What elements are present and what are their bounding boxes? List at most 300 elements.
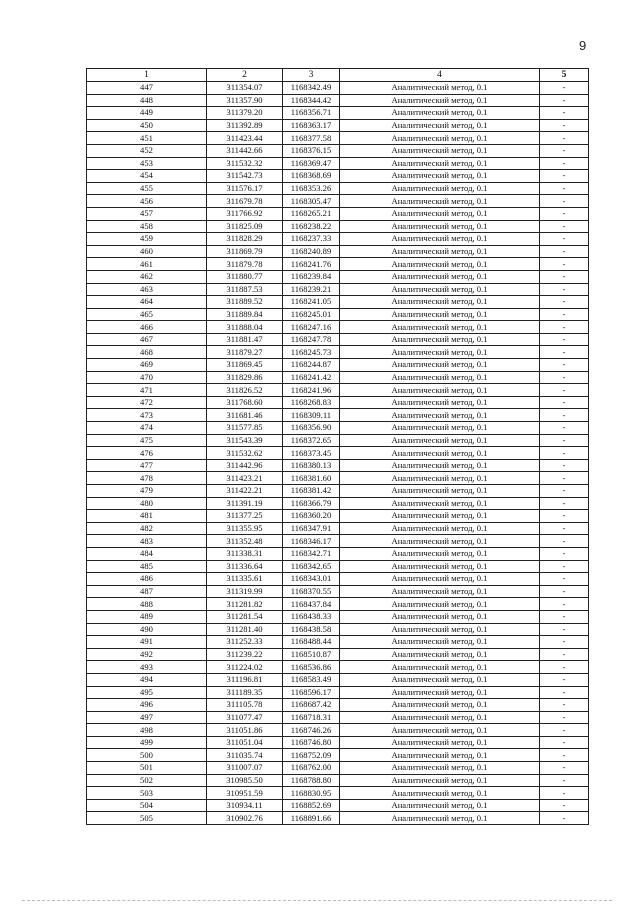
cell-y-coordinate: 1168347.91 [283, 522, 340, 535]
cell-description: - [540, 459, 589, 472]
cell-x-coordinate: 311879.78 [207, 258, 283, 271]
cell-method: Аналитический метод, 0.1 [340, 573, 540, 586]
coordinates-table [86, 68, 589, 825]
cell-method: Аналитический метод, 0.1 [340, 245, 540, 258]
cell-description: - [540, 384, 589, 397]
cell-x-coordinate: 310985.50 [207, 774, 283, 787]
table-row [87, 359, 589, 372]
cell-description: - [540, 585, 589, 598]
cell-description: - [540, 636, 589, 649]
table-row [87, 585, 589, 598]
cell-y-coordinate: 1168342.49 [283, 82, 340, 95]
cell-description: - [540, 107, 589, 120]
cell-x-coordinate: 311077.47 [207, 711, 283, 724]
cell-method: Аналитический метод, 0.1 [340, 119, 540, 132]
cell-method: Аналитический метод, 0.1 [340, 636, 540, 649]
cell-description: - [540, 195, 589, 208]
cell-method: Аналитический метод, 0.1 [340, 270, 540, 283]
cell-point-number: 475 [87, 434, 207, 447]
cell-y-coordinate: 1168376.15 [283, 144, 340, 157]
cell-y-coordinate: 1168240.89 [283, 245, 340, 258]
cell-point-number: 478 [87, 472, 207, 485]
cell-method: Аналитический метод, 0.1 [340, 359, 540, 372]
cell-point-number: 452 [87, 144, 207, 157]
cell-y-coordinate: 1168891.66 [283, 812, 340, 825]
table-row [87, 107, 589, 120]
cell-y-coordinate: 1168583.49 [283, 673, 340, 686]
cell-point-number: 500 [87, 749, 207, 762]
header-y-coordinate: 3 [283, 69, 340, 82]
cell-x-coordinate: 311354.07 [207, 82, 283, 95]
cell-x-coordinate: 310934.11 [207, 799, 283, 812]
cell-y-coordinate: 1168346.17 [283, 535, 340, 548]
cell-x-coordinate: 311679.78 [207, 195, 283, 208]
table-row [87, 762, 589, 775]
header-method: 4 [340, 69, 540, 82]
table-row [87, 749, 589, 762]
table-row [87, 799, 589, 812]
cell-description: - [540, 560, 589, 573]
cell-y-coordinate: 1168360.20 [283, 510, 340, 523]
cell-point-number: 503 [87, 787, 207, 800]
cell-y-coordinate: 1168245.01 [283, 308, 340, 321]
cell-x-coordinate: 311239.22 [207, 648, 283, 661]
cell-method: Аналитический метод, 0.1 [340, 220, 540, 233]
cell-y-coordinate: 1168437.84 [283, 598, 340, 611]
table-row [87, 598, 589, 611]
cell-y-coordinate: 1168373.45 [283, 447, 340, 460]
cell-x-coordinate: 311379.20 [207, 107, 283, 120]
cell-description: - [540, 799, 589, 812]
table-row [87, 409, 589, 422]
cell-description: - [540, 573, 589, 586]
cell-y-coordinate: 1168372.65 [283, 434, 340, 447]
cell-x-coordinate: 311392.89 [207, 119, 283, 132]
cell-y-coordinate: 1168344.42 [283, 94, 340, 107]
cell-x-coordinate: 311442.96 [207, 459, 283, 472]
cell-x-coordinate: 311357.90 [207, 94, 283, 107]
cell-description: - [540, 522, 589, 535]
cell-x-coordinate: 311105.78 [207, 699, 283, 712]
cell-x-coordinate: 311577.85 [207, 422, 283, 435]
cell-description: - [540, 749, 589, 762]
cell-description: - [540, 434, 589, 447]
cell-x-coordinate: 311281.40 [207, 623, 283, 636]
cell-method: Аналитический метод, 0.1 [340, 396, 540, 409]
cell-description: - [540, 673, 589, 686]
cell-x-coordinate: 311880.77 [207, 270, 283, 283]
cell-y-coordinate: 1168369.47 [283, 157, 340, 170]
cell-method: Аналитический метод, 0.1 [340, 233, 540, 246]
table-row [87, 144, 589, 157]
cell-method: Аналитический метод, 0.1 [340, 535, 540, 548]
cell-point-number: 473 [87, 409, 207, 422]
cell-y-coordinate: 1168752.09 [283, 749, 340, 762]
cell-point-number: 447 [87, 82, 207, 95]
cell-x-coordinate: 311422.21 [207, 485, 283, 498]
cell-description: - [540, 132, 589, 145]
table-row [87, 207, 589, 220]
table-row [87, 296, 589, 309]
cell-method: Аналитический метод, 0.1 [340, 384, 540, 397]
table-row [87, 233, 589, 246]
table-row [87, 396, 589, 409]
cell-x-coordinate: 311189.35 [207, 686, 283, 699]
cell-point-number: 460 [87, 245, 207, 258]
cell-y-coordinate: 1168305.47 [283, 195, 340, 208]
cell-method: Аналитический метод, 0.1 [340, 472, 540, 485]
cell-point-number: 467 [87, 333, 207, 346]
table-row [87, 82, 589, 95]
cell-point-number: 462 [87, 270, 207, 283]
cell-method: Аналитический метод, 0.1 [340, 82, 540, 95]
cell-point-number: 463 [87, 283, 207, 296]
cell-method: Аналитический метод, 0.1 [340, 94, 540, 107]
table-row [87, 371, 589, 384]
cell-y-coordinate: 1168536.86 [283, 661, 340, 674]
cell-point-number: 477 [87, 459, 207, 472]
cell-point-number: 459 [87, 233, 207, 246]
cell-description: - [540, 736, 589, 749]
cell-y-coordinate: 1168268.83 [283, 396, 340, 409]
table-row [87, 699, 589, 712]
table-row [87, 434, 589, 447]
cell-y-coordinate: 1168247.16 [283, 321, 340, 334]
cell-x-coordinate: 311336.64 [207, 560, 283, 573]
cell-point-number: 454 [87, 170, 207, 183]
cell-method: Аналитический метод, 0.1 [340, 711, 540, 724]
header-description: 5 [540, 69, 589, 82]
cell-x-coordinate: 311442.66 [207, 144, 283, 157]
cell-x-coordinate: 311887.53 [207, 283, 283, 296]
table-row [87, 283, 589, 296]
table-row [87, 510, 589, 523]
cell-description: - [540, 497, 589, 510]
cell-y-coordinate: 1168239.84 [283, 270, 340, 283]
cell-description: - [540, 233, 589, 246]
cell-y-coordinate: 1168718.31 [283, 711, 340, 724]
cell-y-coordinate: 1168238.22 [283, 220, 340, 233]
cell-description: - [540, 686, 589, 699]
cell-y-coordinate: 1168510.87 [283, 648, 340, 661]
cell-method: Аналитический метод, 0.1 [340, 598, 540, 611]
cell-description: - [540, 422, 589, 435]
cell-method: Аналитический метод, 0.1 [340, 497, 540, 510]
table-row [87, 220, 589, 233]
cell-point-number: 449 [87, 107, 207, 120]
cell-point-number: 482 [87, 522, 207, 535]
cell-point-number: 494 [87, 673, 207, 686]
cell-point-number: 455 [87, 182, 207, 195]
cell-description: - [540, 472, 589, 485]
cell-x-coordinate: 311352.48 [207, 535, 283, 548]
table-row [87, 648, 589, 661]
table-row [87, 686, 589, 699]
cell-description: - [540, 774, 589, 787]
cell-x-coordinate: 311543.39 [207, 434, 283, 447]
cell-method: Аналитический метод, 0.1 [340, 749, 540, 762]
cell-y-coordinate: 1168788.80 [283, 774, 340, 787]
cell-point-number: 483 [87, 535, 207, 548]
cell-method: Аналитический метод, 0.1 [340, 510, 540, 523]
cell-y-coordinate: 1168342.65 [283, 560, 340, 573]
cell-point-number: 488 [87, 598, 207, 611]
cell-point-number: 484 [87, 547, 207, 560]
cell-y-coordinate: 1168245.73 [283, 346, 340, 359]
cell-description: - [540, 623, 589, 636]
cell-description: - [540, 346, 589, 359]
cell-description: - [540, 535, 589, 548]
cell-y-coordinate: 1168356.71 [283, 107, 340, 120]
table-row [87, 535, 589, 548]
cell-description: - [540, 220, 589, 233]
cell-method: Аналитический метод, 0.1 [340, 585, 540, 598]
cell-x-coordinate: 311224.02 [207, 661, 283, 674]
cell-y-coordinate: 1168241.76 [283, 258, 340, 271]
cell-y-coordinate: 1168381.60 [283, 472, 340, 485]
table-row [87, 573, 589, 586]
cell-method: Аналитический метод, 0.1 [340, 371, 540, 384]
cell-point-number: 480 [87, 497, 207, 510]
cell-x-coordinate: 311576.17 [207, 182, 283, 195]
cell-method: Аналитический метод, 0.1 [340, 686, 540, 699]
cell-point-number: 458 [87, 220, 207, 233]
cell-y-coordinate: 1168377.58 [283, 132, 340, 145]
cell-description: - [540, 207, 589, 220]
cell-y-coordinate: 1168488.44 [283, 636, 340, 649]
cell-point-number: 448 [87, 94, 207, 107]
cell-description: - [540, 648, 589, 661]
cell-x-coordinate: 311007.07 [207, 762, 283, 775]
cell-method: Аналитический метод, 0.1 [340, 812, 540, 825]
cell-description: - [540, 510, 589, 523]
table-row [87, 673, 589, 686]
cell-description: - [540, 787, 589, 800]
scan-edge-line [22, 900, 612, 901]
cell-y-coordinate: 1168687.42 [283, 699, 340, 712]
cell-y-coordinate: 1168438.33 [283, 610, 340, 623]
table-row [87, 724, 589, 737]
cell-description: - [540, 711, 589, 724]
table-row [87, 321, 589, 334]
table-row [87, 547, 589, 560]
cell-method: Аналитический метод, 0.1 [340, 296, 540, 309]
cell-x-coordinate: 311423.21 [207, 472, 283, 485]
cell-method: Аналитический метод, 0.1 [340, 699, 540, 712]
cell-y-coordinate: 1168342.71 [283, 547, 340, 560]
cell-description: - [540, 409, 589, 422]
cell-x-coordinate: 311532.62 [207, 447, 283, 460]
table-row [87, 636, 589, 649]
cell-x-coordinate: 311869.79 [207, 245, 283, 258]
cell-point-number: 502 [87, 774, 207, 787]
table-row [87, 333, 589, 346]
table-row [87, 245, 589, 258]
cell-method: Аналитический метод, 0.1 [340, 610, 540, 623]
cell-method: Аналитический метод, 0.1 [340, 799, 540, 812]
cell-method: Аналитический метод, 0.1 [340, 434, 540, 447]
table-row [87, 119, 589, 132]
cell-y-coordinate: 1168381.42 [283, 485, 340, 498]
cell-x-coordinate: 311828.29 [207, 233, 283, 246]
table-row [87, 812, 589, 825]
cell-y-coordinate: 1168762.00 [283, 762, 340, 775]
cell-method: Аналитический метод, 0.1 [340, 207, 540, 220]
cell-y-coordinate: 1168852.69 [283, 799, 340, 812]
cell-description: - [540, 724, 589, 737]
cell-description: - [540, 270, 589, 283]
cell-x-coordinate: 311035.74 [207, 749, 283, 762]
cell-x-coordinate: 311335.61 [207, 573, 283, 586]
table-row [87, 270, 589, 283]
cell-description: - [540, 812, 589, 825]
cell-x-coordinate: 311825.09 [207, 220, 283, 233]
cell-description: - [540, 182, 589, 195]
cell-x-coordinate: 310951.59 [207, 787, 283, 800]
cell-method: Аналитический метод, 0.1 [340, 774, 540, 787]
cell-description: - [540, 485, 589, 498]
cell-point-number: 464 [87, 296, 207, 309]
cell-x-coordinate: 311888.04 [207, 321, 283, 334]
cell-point-number: 479 [87, 485, 207, 498]
cell-x-coordinate: 311768.60 [207, 396, 283, 409]
cell-y-coordinate: 1168237.33 [283, 233, 340, 246]
cell-point-number: 472 [87, 396, 207, 409]
cell-method: Аналитический метод, 0.1 [340, 560, 540, 573]
cell-x-coordinate: 311881.47 [207, 333, 283, 346]
cell-method: Аналитический метод, 0.1 [340, 485, 540, 498]
table-row [87, 346, 589, 359]
cell-x-coordinate: 311377.25 [207, 510, 283, 523]
cell-x-coordinate: 311391.19 [207, 497, 283, 510]
cell-method: Аналитический метод, 0.1 [340, 144, 540, 157]
cell-point-number: 456 [87, 195, 207, 208]
cell-method: Аналитический метод, 0.1 [340, 409, 540, 422]
cell-point-number: 468 [87, 346, 207, 359]
cell-description: - [540, 157, 589, 170]
cell-description: - [540, 296, 589, 309]
cell-x-coordinate: 311869.45 [207, 359, 283, 372]
table-row [87, 157, 589, 170]
cell-y-coordinate: 1168830.95 [283, 787, 340, 800]
cell-method: Аналитический метод, 0.1 [340, 661, 540, 674]
cell-x-coordinate: 311051.04 [207, 736, 283, 749]
table-header-row [87, 69, 589, 82]
cell-x-coordinate: 311829.86 [207, 371, 283, 384]
table-row [87, 711, 589, 724]
cell-point-number: 505 [87, 812, 207, 825]
cell-y-coordinate: 1168241.96 [283, 384, 340, 397]
cell-point-number: 489 [87, 610, 207, 623]
cell-method: Аналитический метод, 0.1 [340, 132, 540, 145]
cell-method: Аналитический метод, 0.1 [340, 283, 540, 296]
cell-x-coordinate: 311826.52 [207, 384, 283, 397]
table-row [87, 736, 589, 749]
cell-point-number: 495 [87, 686, 207, 699]
cell-method: Аналитический метод, 0.1 [340, 787, 540, 800]
table-row [87, 774, 589, 787]
table-row [87, 472, 589, 485]
cell-point-number: 499 [87, 736, 207, 749]
cell-point-number: 496 [87, 699, 207, 712]
cell-y-coordinate: 1168746.26 [283, 724, 340, 737]
cell-description: - [540, 610, 589, 623]
cell-method: Аналитический метод, 0.1 [340, 170, 540, 183]
table-row [87, 485, 589, 498]
cell-point-number: 466 [87, 321, 207, 334]
cell-y-coordinate: 1168309.11 [283, 409, 340, 422]
table-row [87, 623, 589, 636]
cell-y-coordinate: 1168239.21 [283, 283, 340, 296]
cell-x-coordinate: 311889.52 [207, 296, 283, 309]
cell-method: Аналитический метод, 0.1 [340, 157, 540, 170]
cell-description: - [540, 170, 589, 183]
cell-y-coordinate: 1168380.13 [283, 459, 340, 472]
cell-point-number: 474 [87, 422, 207, 435]
cell-x-coordinate: 311196.81 [207, 673, 283, 686]
cell-y-coordinate: 1168353.26 [283, 182, 340, 195]
cell-method: Аналитический метод, 0.1 [340, 724, 540, 737]
cell-y-coordinate: 1168244.87 [283, 359, 340, 372]
cell-description: - [540, 119, 589, 132]
cell-description: - [540, 661, 589, 674]
cell-y-coordinate: 1168370.55 [283, 585, 340, 598]
cell-y-coordinate: 1168363.17 [283, 119, 340, 132]
cell-method: Аналитический метод, 0.1 [340, 308, 540, 321]
cell-method: Аналитический метод, 0.1 [340, 648, 540, 661]
cell-method: Аналитический метод, 0.1 [340, 736, 540, 749]
page-number: 9 [579, 38, 587, 53]
cell-description: - [540, 396, 589, 409]
table-row [87, 522, 589, 535]
cell-description: - [540, 245, 589, 258]
cell-point-number: 481 [87, 510, 207, 523]
cell-description: - [540, 598, 589, 611]
cell-point-number: 461 [87, 258, 207, 271]
cell-x-coordinate: 311355.95 [207, 522, 283, 535]
cell-y-coordinate: 1168596.17 [283, 686, 340, 699]
cell-x-coordinate: 311681.46 [207, 409, 283, 422]
cell-point-number: 493 [87, 661, 207, 674]
table-row [87, 459, 589, 472]
cell-x-coordinate: 311532.32 [207, 157, 283, 170]
cell-y-coordinate: 1168241.05 [283, 296, 340, 309]
cell-method: Аналитический метод, 0.1 [340, 321, 540, 334]
cell-y-coordinate: 1168438.58 [283, 623, 340, 636]
cell-x-coordinate: 311889.84 [207, 308, 283, 321]
cell-method: Аналитический метод, 0.1 [340, 333, 540, 346]
cell-point-number: 504 [87, 799, 207, 812]
table-row [87, 182, 589, 195]
cell-description: - [540, 308, 589, 321]
cell-point-number: 490 [87, 623, 207, 636]
cell-point-number: 487 [87, 585, 207, 598]
cell-method: Аналитический метод, 0.1 [340, 107, 540, 120]
table-row [87, 447, 589, 460]
cell-method: Аналитический метод, 0.1 [340, 346, 540, 359]
cell-point-number: 457 [87, 207, 207, 220]
cell-description: - [540, 94, 589, 107]
cell-method: Аналитический метод, 0.1 [340, 447, 540, 460]
cell-x-coordinate: 311879.27 [207, 346, 283, 359]
table-row [87, 132, 589, 145]
cell-method: Аналитический метод, 0.1 [340, 762, 540, 775]
cell-description: - [540, 258, 589, 271]
cell-x-coordinate: 311338.31 [207, 547, 283, 560]
cell-point-number: 471 [87, 384, 207, 397]
cell-x-coordinate: 311281.54 [207, 610, 283, 623]
table-row [87, 384, 589, 397]
